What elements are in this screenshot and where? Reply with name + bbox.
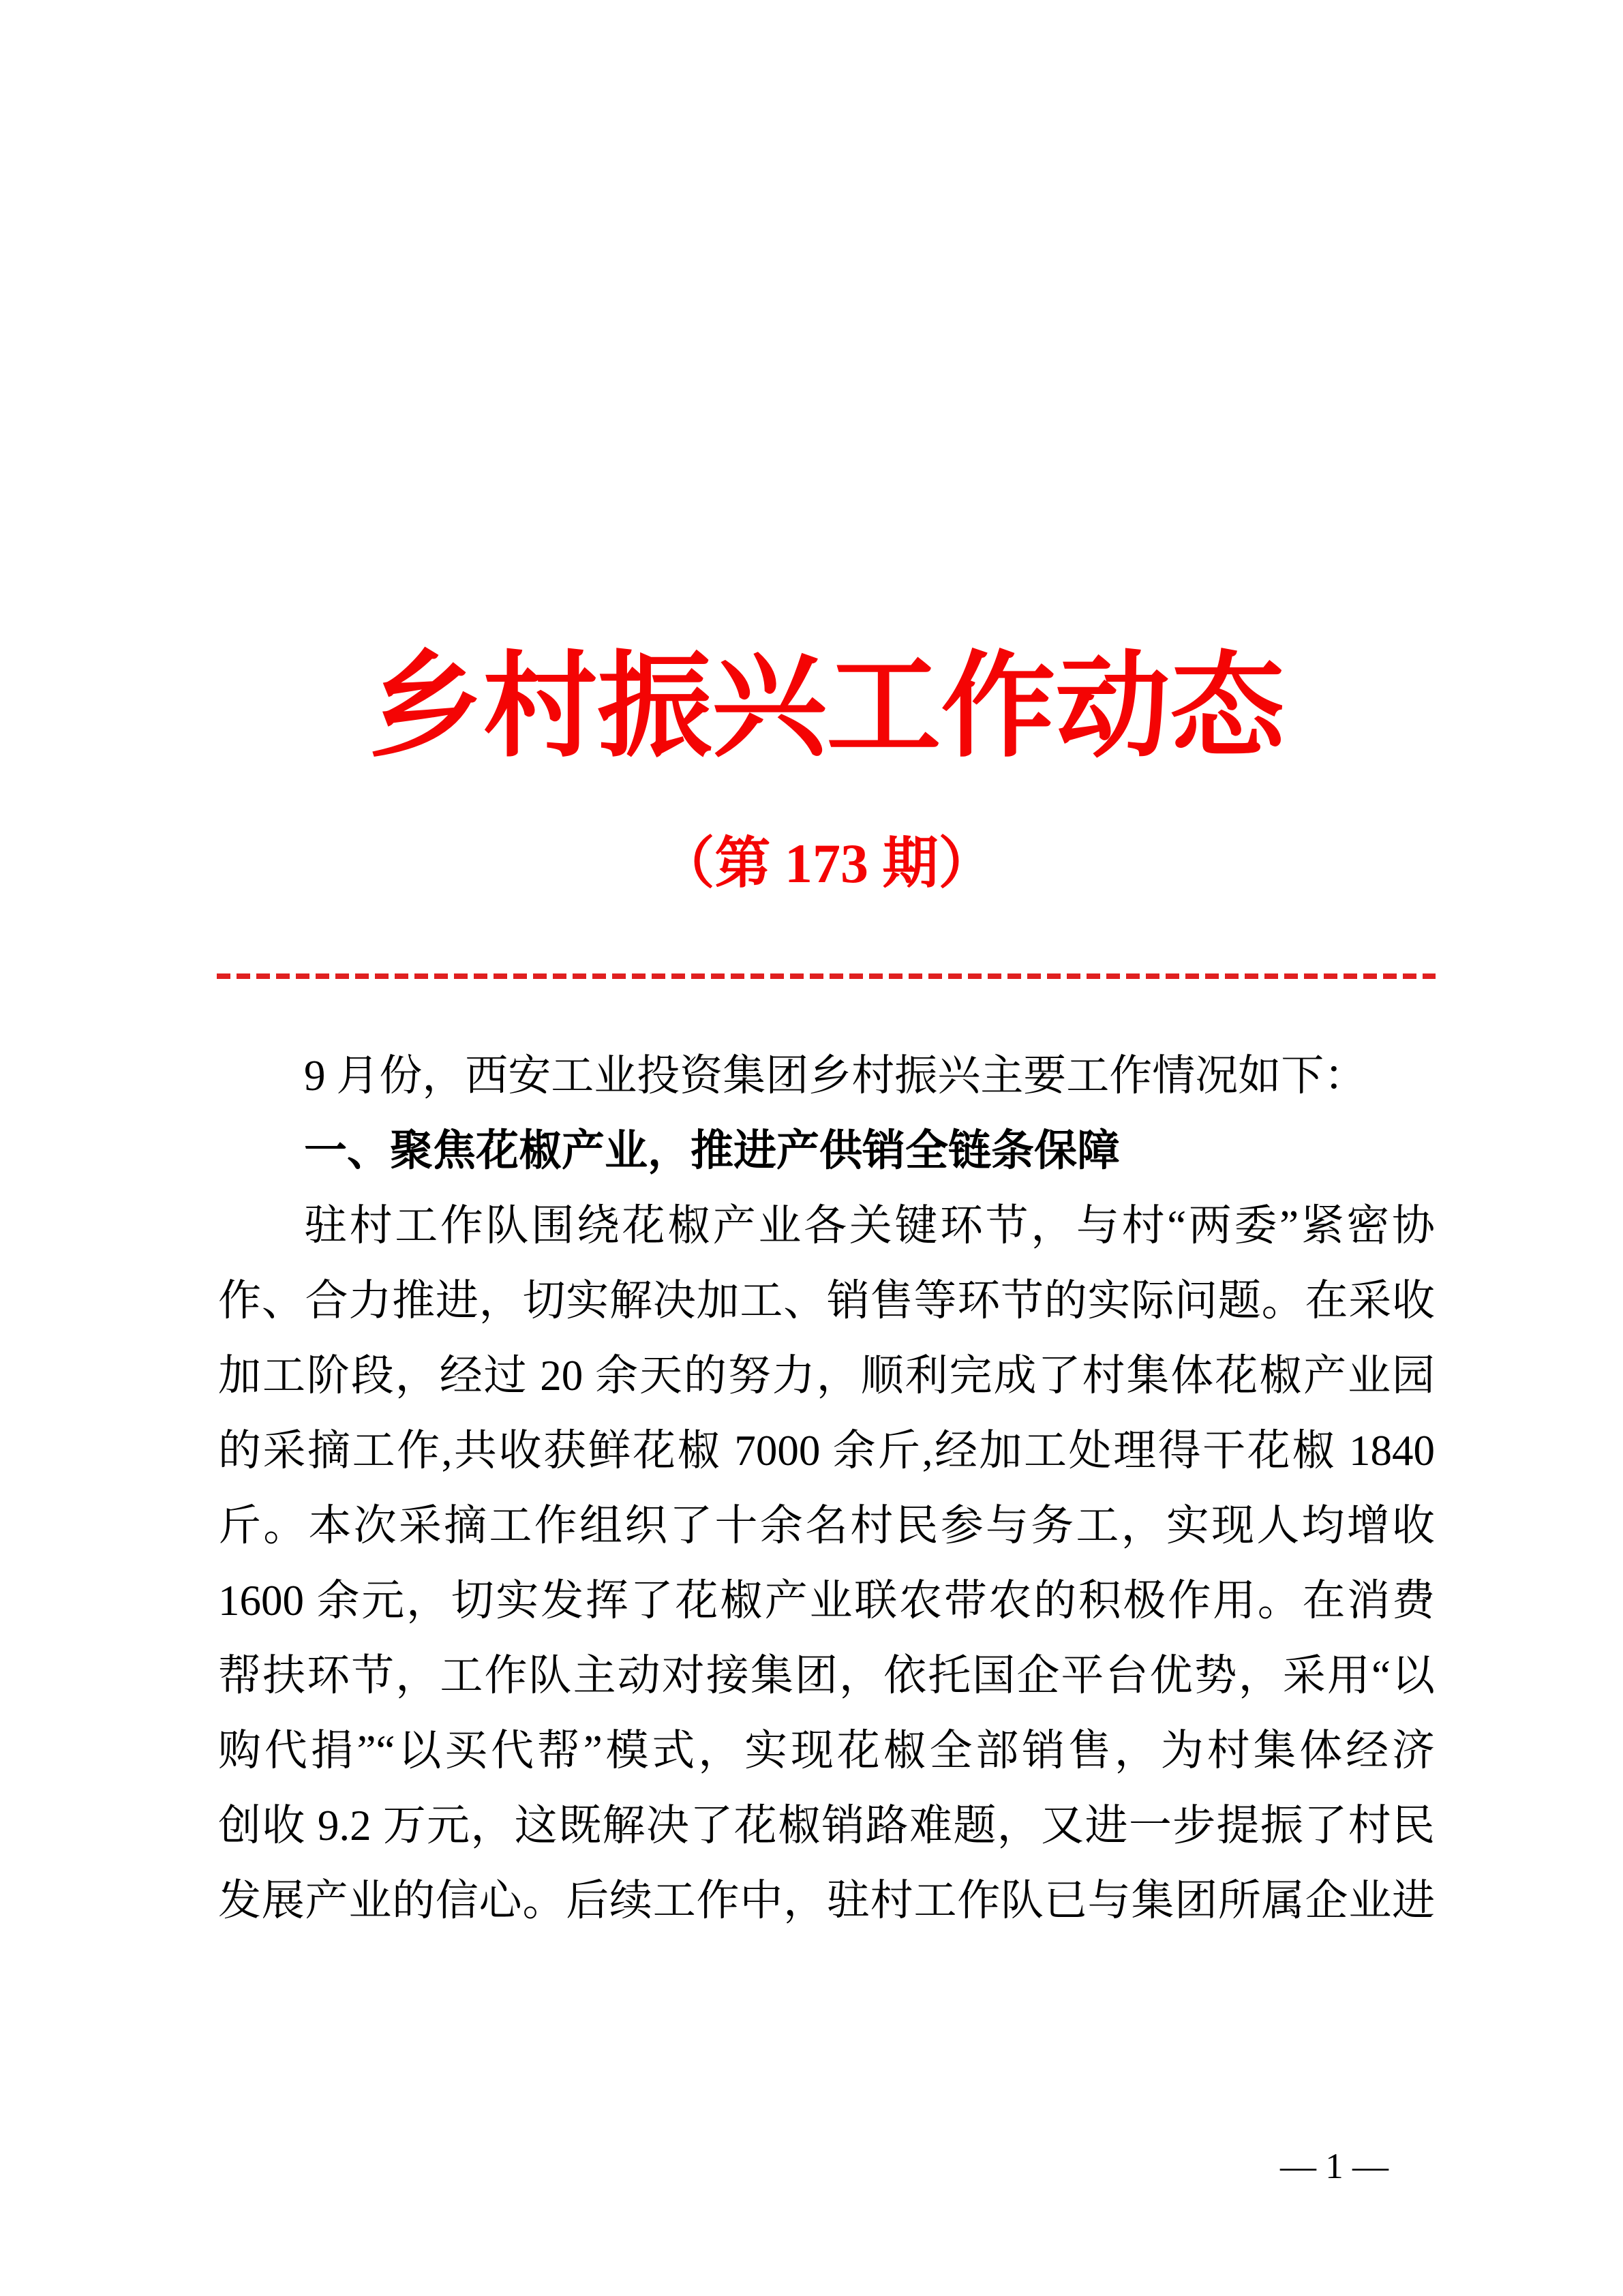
paragraph-line: 的采摘工作,共收获鲜花椒 7000 余斤,经加工处理得干花椒 1840	[218, 1427, 1435, 1475]
paragraph-line: 驻村工作队围绕花椒产业各关键环节，与村“两委”紧密协	[304, 1202, 1435, 1250]
paragraph-line: 帮扶环节，工作队主动对接集团，依托国企平台优势，采用“以	[218, 1652, 1435, 1700]
document-title: 乡村振兴工作动态	[368, 644, 1285, 771]
paragraph-line: 创收 9.2 万元，这既解决了花椒销路难题，又进一步提振了村民	[218, 1802, 1435, 1849]
paragraph-line: 1600 余元，切实发挥了花椒产业联农带农的积极作用。在消费	[218, 1577, 1435, 1625]
red-dashed-divider	[217, 973, 1436, 979]
section-heading: 一、聚焦花椒产业，推进产供销全链条保障	[304, 1127, 1120, 1175]
page-number: — 1 —	[1280, 2147, 1389, 2186]
issue-number: （第 173 期）	[658, 832, 995, 894]
intro-line: 9 月份，西安工业投资集团乡村振兴主要工作情况如下：	[304, 1052, 1367, 1100]
paragraph-line: 发展产业的信心。后续工作中，驻村工作队已与集团所属企业进	[218, 1877, 1435, 1924]
paragraph-line: 加工阶段，经过 20 余天的努力，顺利完成了村集体花椒产业园	[218, 1352, 1435, 1400]
paragraph-line: 斤。本次采摘工作组织了十余名村民参与务工，实现人均增收	[218, 1502, 1435, 1550]
paragraph-line: 购代捐”“以买代帮”模式，实现花椒全部销售，为村集体经济	[218, 1727, 1435, 1774]
paragraph-line: 作、合力推进，切实解决加工、销售等环节的实际问题。在采收	[218, 1277, 1435, 1325]
body-text-block	[218, 1038, 1435, 1938]
